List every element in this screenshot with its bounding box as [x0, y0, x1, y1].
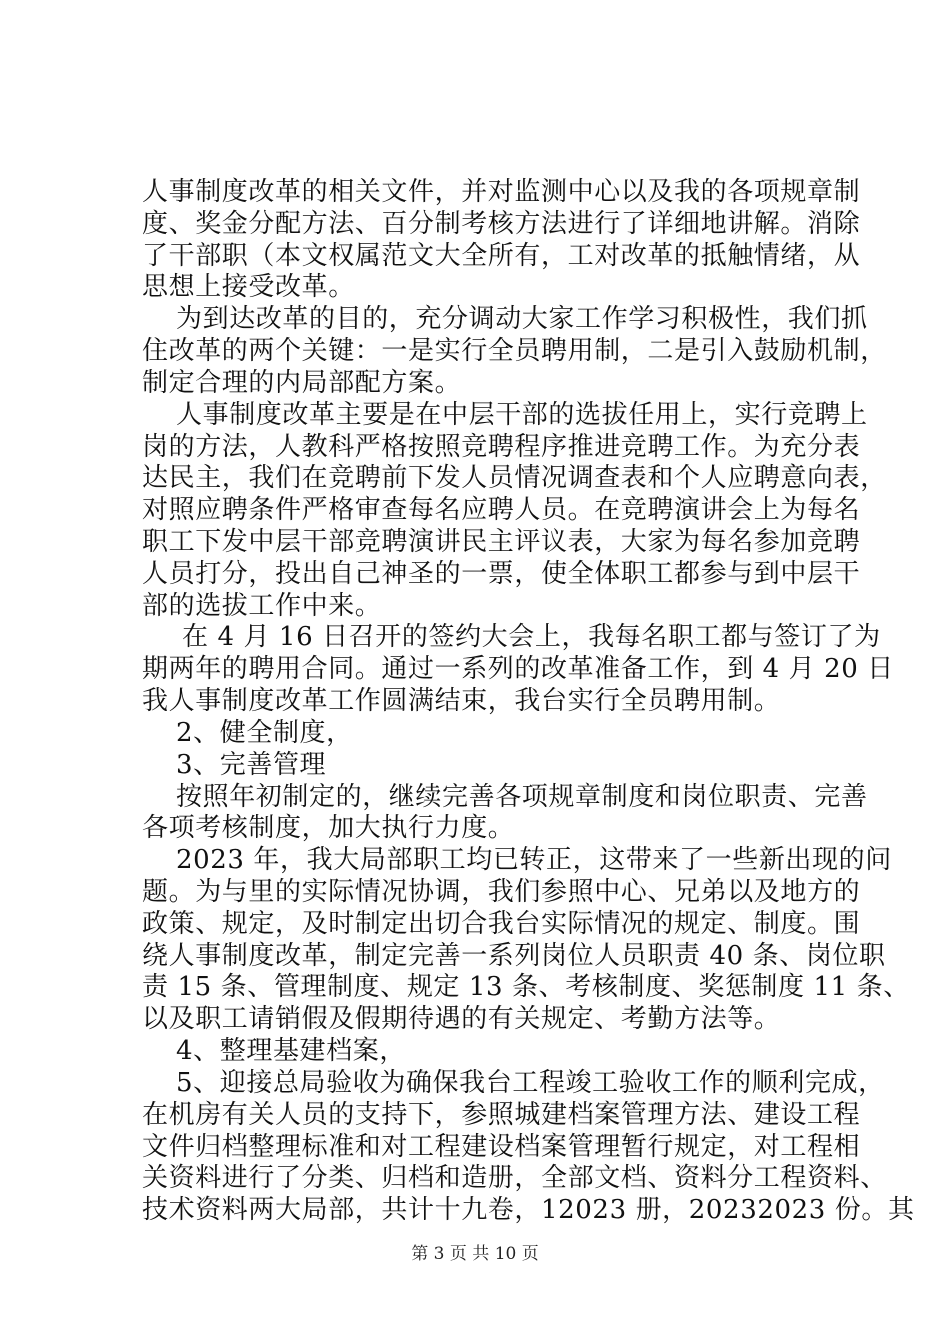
text-line: 人员打分，投出自己神圣的一票，使全体职工都参与到中层干	[142, 558, 861, 589]
text-line: 对照应聘条件严格审查每名应聘人员。在竞聘演讲会上为每名	[142, 495, 861, 526]
text-line: 各项考核制度，加大执行力度。	[142, 813, 515, 844]
page-number-footer: 第 3 页 共 10 页	[411, 1244, 539, 1264]
text-line: 2023 年，我大局部职工均已转正，这带来了一些新出现的问	[176, 845, 892, 876]
text-line: 制定合理的内局部配方案。	[142, 367, 462, 398]
text-line: 以及职工请销假及假期待遇的有关规定、考勤方法等。	[142, 1004, 781, 1035]
text-line: 题。为与里的实际情况协调，我们参照中心、兄弟以及地方的	[142, 877, 861, 907]
text-line: 达民主，我们在竞聘前下发人员情况调查表和个人应聘意向表，	[142, 463, 887, 494]
text-line: 文件归档整理标准和对工程建设档案管理暂行规定，对工程相	[142, 1131, 861, 1162]
text-line: 关资料进行了分类、归档和造册，全部文档、资料分工程资料、	[142, 1163, 887, 1194]
text-line: 5、迎接总局验收为确保我台工程竣工验收工作的顺利完成，	[176, 1067, 885, 1098]
text-line: 部的选拔工作中来。	[142, 590, 382, 621]
text-line: 技术资料两大局部，共计十九卷，12023 册，20232023 份。其	[142, 1195, 915, 1226]
text-line: 为到达改革的目的，充分调动大家工作学习积极性，我们抓	[176, 304, 868, 335]
text-line: 了干部职（本文权属范文大全所有，工对改革的抵触情绪，从	[142, 240, 861, 271]
text-line: 岗的方法，人教科严格按照竞聘程序推进竞聘工作。为充分表	[142, 431, 861, 462]
text-line: 绕人事制度改革，制定完善一系列岗位人员职责 40 条、岗位职	[142, 940, 886, 971]
text-line: 4、整理基建档案，	[176, 1036, 406, 1067]
text-line: 按照年初制定的，继续完善各项规章制度和岗位职责、完善	[176, 781, 868, 812]
text-line: 人事制度改革主要是在中层干部的选拔任用上，实行竞聘上	[176, 399, 868, 430]
text-line: 在 4 月 16 日召开的签约大会上，我每名职工都与签订了为	[182, 622, 881, 653]
text-line: 思想上接受改革。	[142, 272, 355, 303]
text-line: 3、完善管理	[176, 749, 327, 780]
text-line: 住改革的两个关键：一是实行全员聘用制，二是引入鼓励机制，	[142, 336, 887, 367]
text-line: 人事制度改革的相关文件，并对监测中心以及我的各项规章制	[142, 177, 861, 207]
text-line: 度、奖金分配方法、百分制考核方法进行了详细地讲解。消除	[142, 208, 861, 239]
text-line: 在机房有关人员的支持下，参照城建档案管理方法、建设工程	[142, 1099, 861, 1130]
text-line: 责 15 条、管理制度、规定 13 条、考核制度、奖惩制度 11 条、	[142, 972, 910, 1003]
text-line: 政策、规定，及时制定出切合我台实际情况的规定、制度。围	[142, 908, 861, 939]
text-line: 职工下发中层干部竞聘演讲民主评议表，大家为每名参加竞聘	[142, 527, 861, 557]
text-line: 2、健全制度，	[176, 717, 353, 748]
text-line: 我人事制度改革工作圆满结束，我台实行全员聘用制。	[142, 686, 781, 717]
text-line: 期两年的聘用合同。通过一系列的改革准备工作，到 4 月 20 日	[142, 654, 894, 685]
